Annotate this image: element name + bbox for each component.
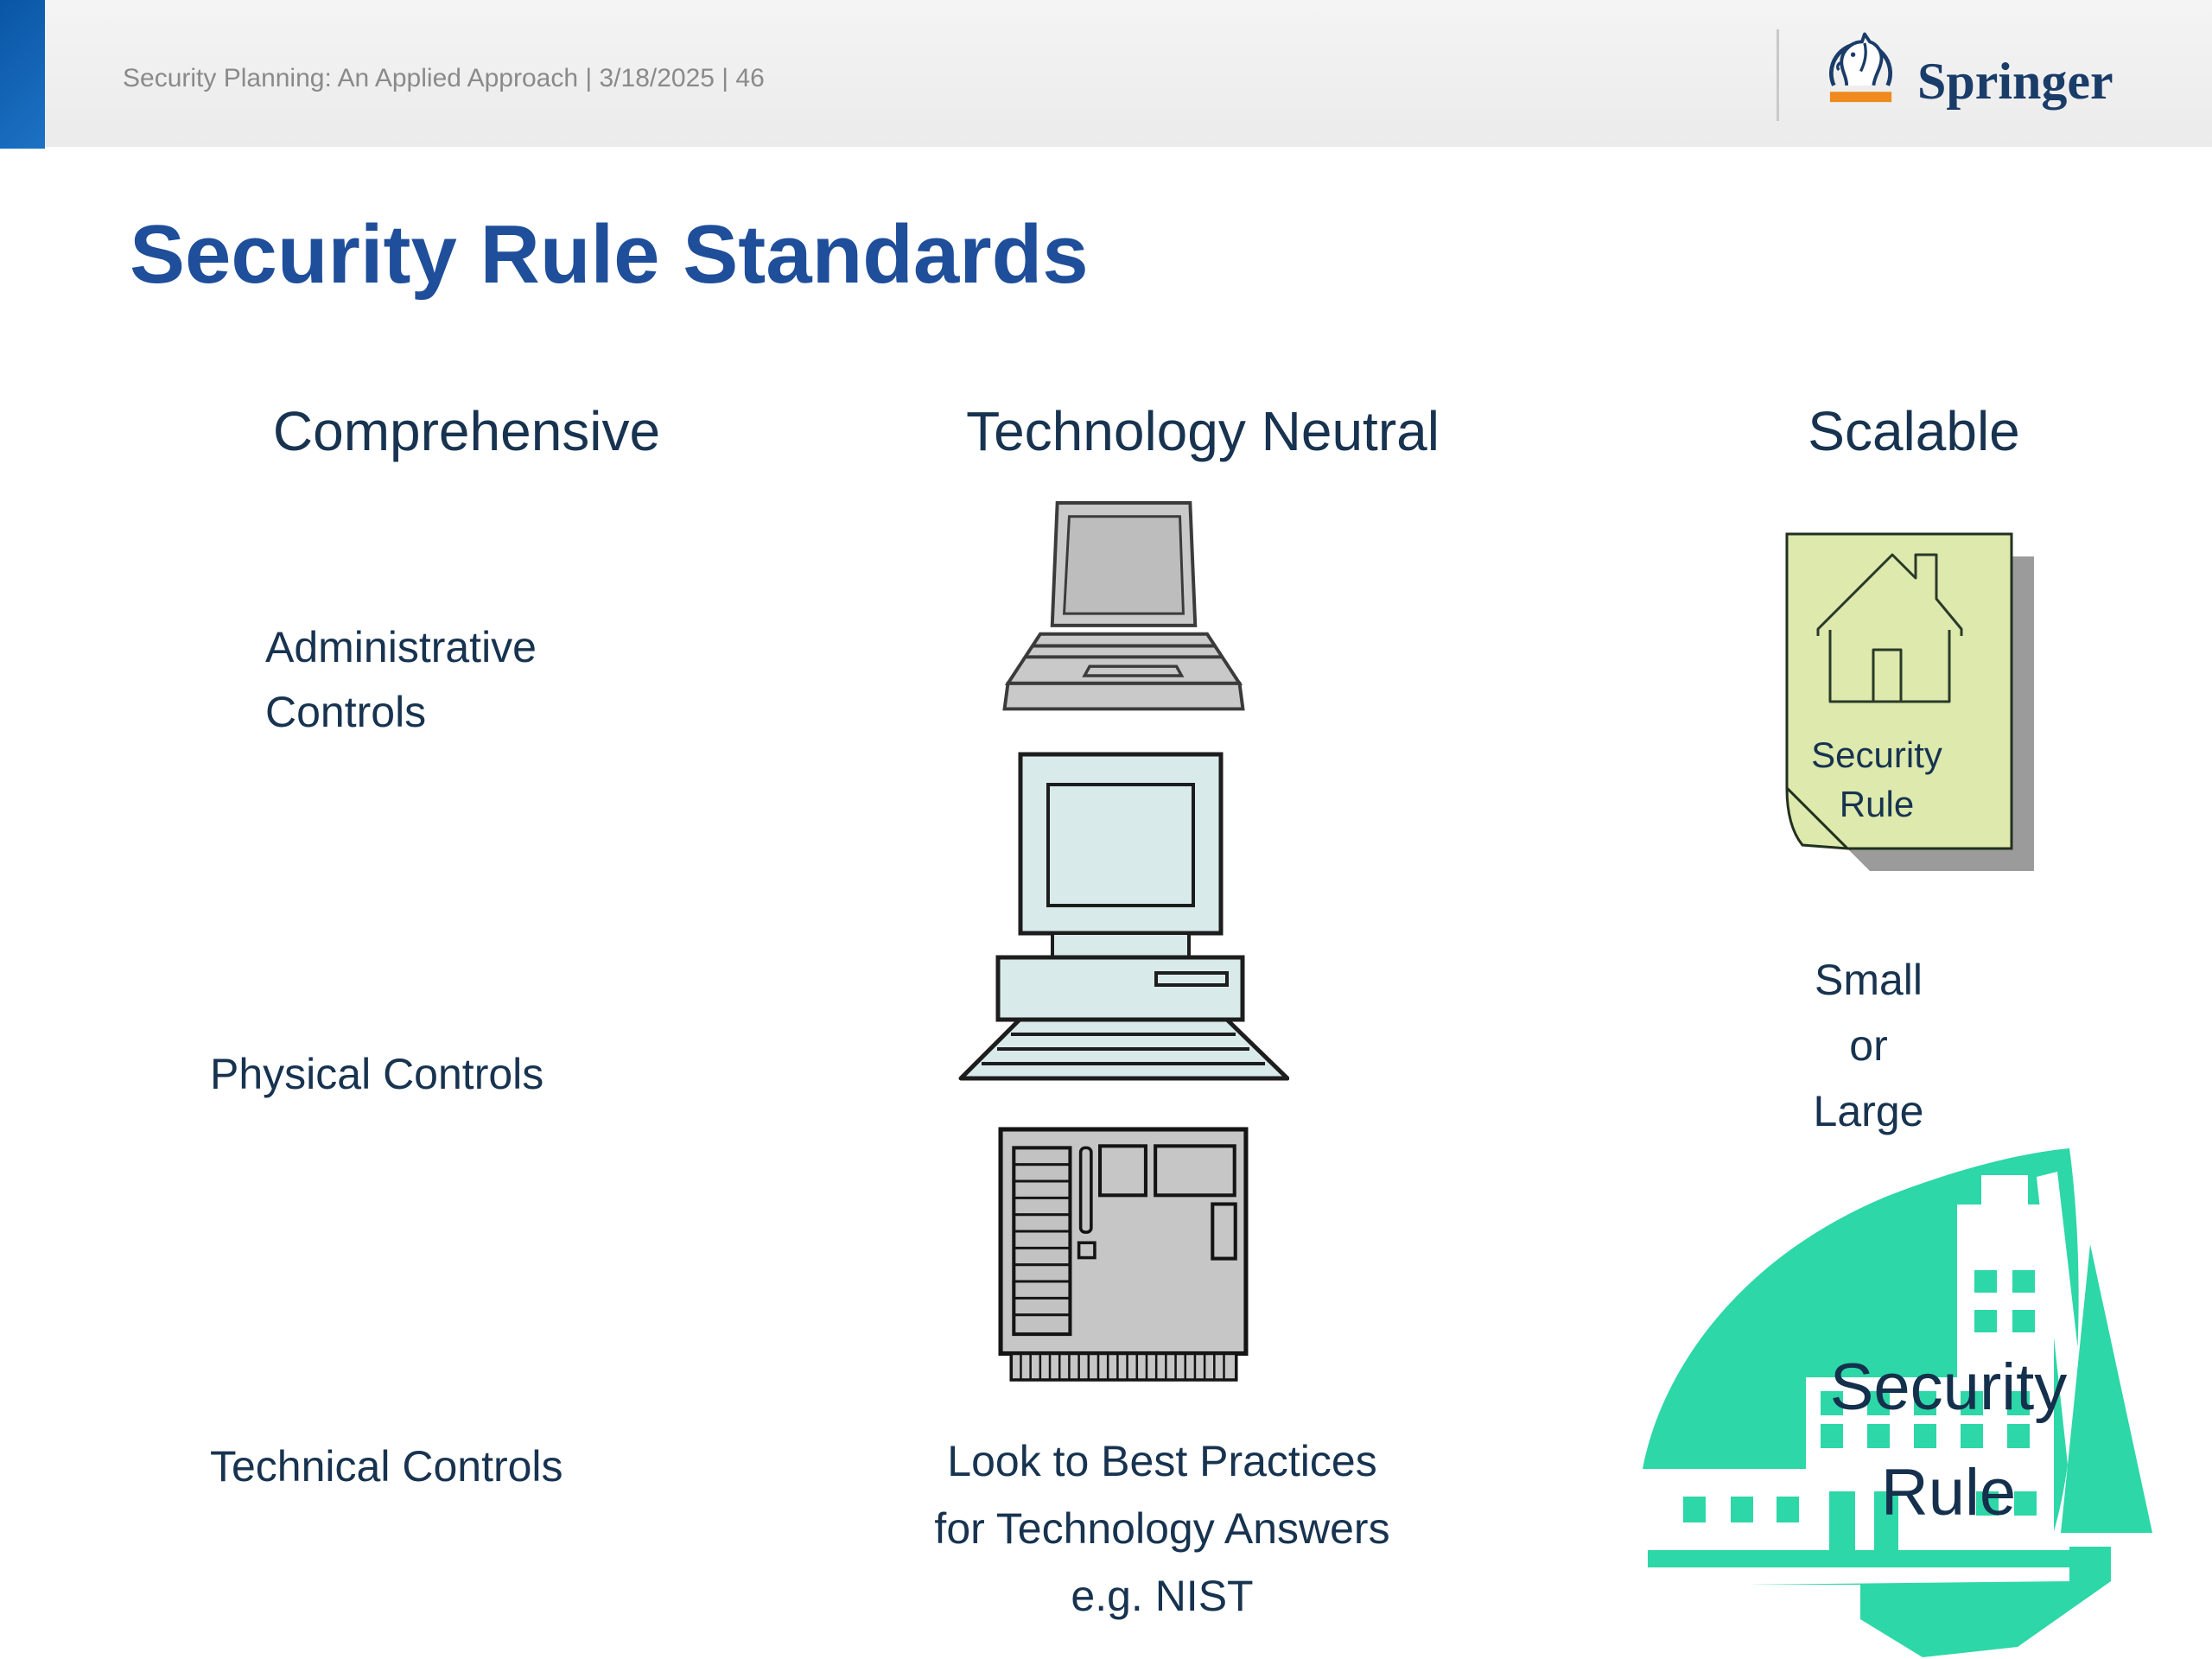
column-header-scalable: Scalable [1808,400,2020,462]
label-administrative-controls: Administrative Controls [265,623,537,736]
springer-wordmark: Springer [1917,53,2113,110]
springer-logo [1820,24,2113,116]
label-technical-controls: Technical Controls [210,1442,563,1491]
document-label [1790,730,1963,829]
slide-meta: Security Planning: An Applied Approach | 3/18/2025 | 46 [123,64,765,92]
document-label-line: Security [1811,734,1942,775]
document-label-line: Rule [1839,784,1915,824]
caption-line: Look to Best Practices [947,1437,1377,1485]
size-note-line: Small [1814,956,1923,1004]
size-note-line: Large [1813,1087,1924,1135]
header-divider [1777,29,1779,121]
caption-best-practices [773,1427,1551,1630]
laptop-icon [979,499,1268,738]
desktop-computer-icon [957,752,1289,1090]
springer-horse-icon [1820,24,1902,116]
skyline-label [1689,1335,2208,1546]
caption-line: for Technology Answers [934,1504,1390,1553]
column-header-comprehensive: Comprehensive [272,400,661,462]
page-title: Security Rule Standards [130,208,1089,301]
size-note [1719,947,2018,1144]
column-header-technology-neutral: Technology Neutral [966,400,1440,462]
skyline-label-line: Rule [1880,1456,2017,1529]
label-physical-controls: Physical Controls [210,1050,544,1098]
skyline-label-line: Security [1829,1351,2068,1424]
server-icon [998,1126,1249,1384]
size-note-line: or [1849,1021,1888,1070]
caption-line: e.g. NIST [1071,1572,1254,1620]
accent-bar [0,0,45,149]
